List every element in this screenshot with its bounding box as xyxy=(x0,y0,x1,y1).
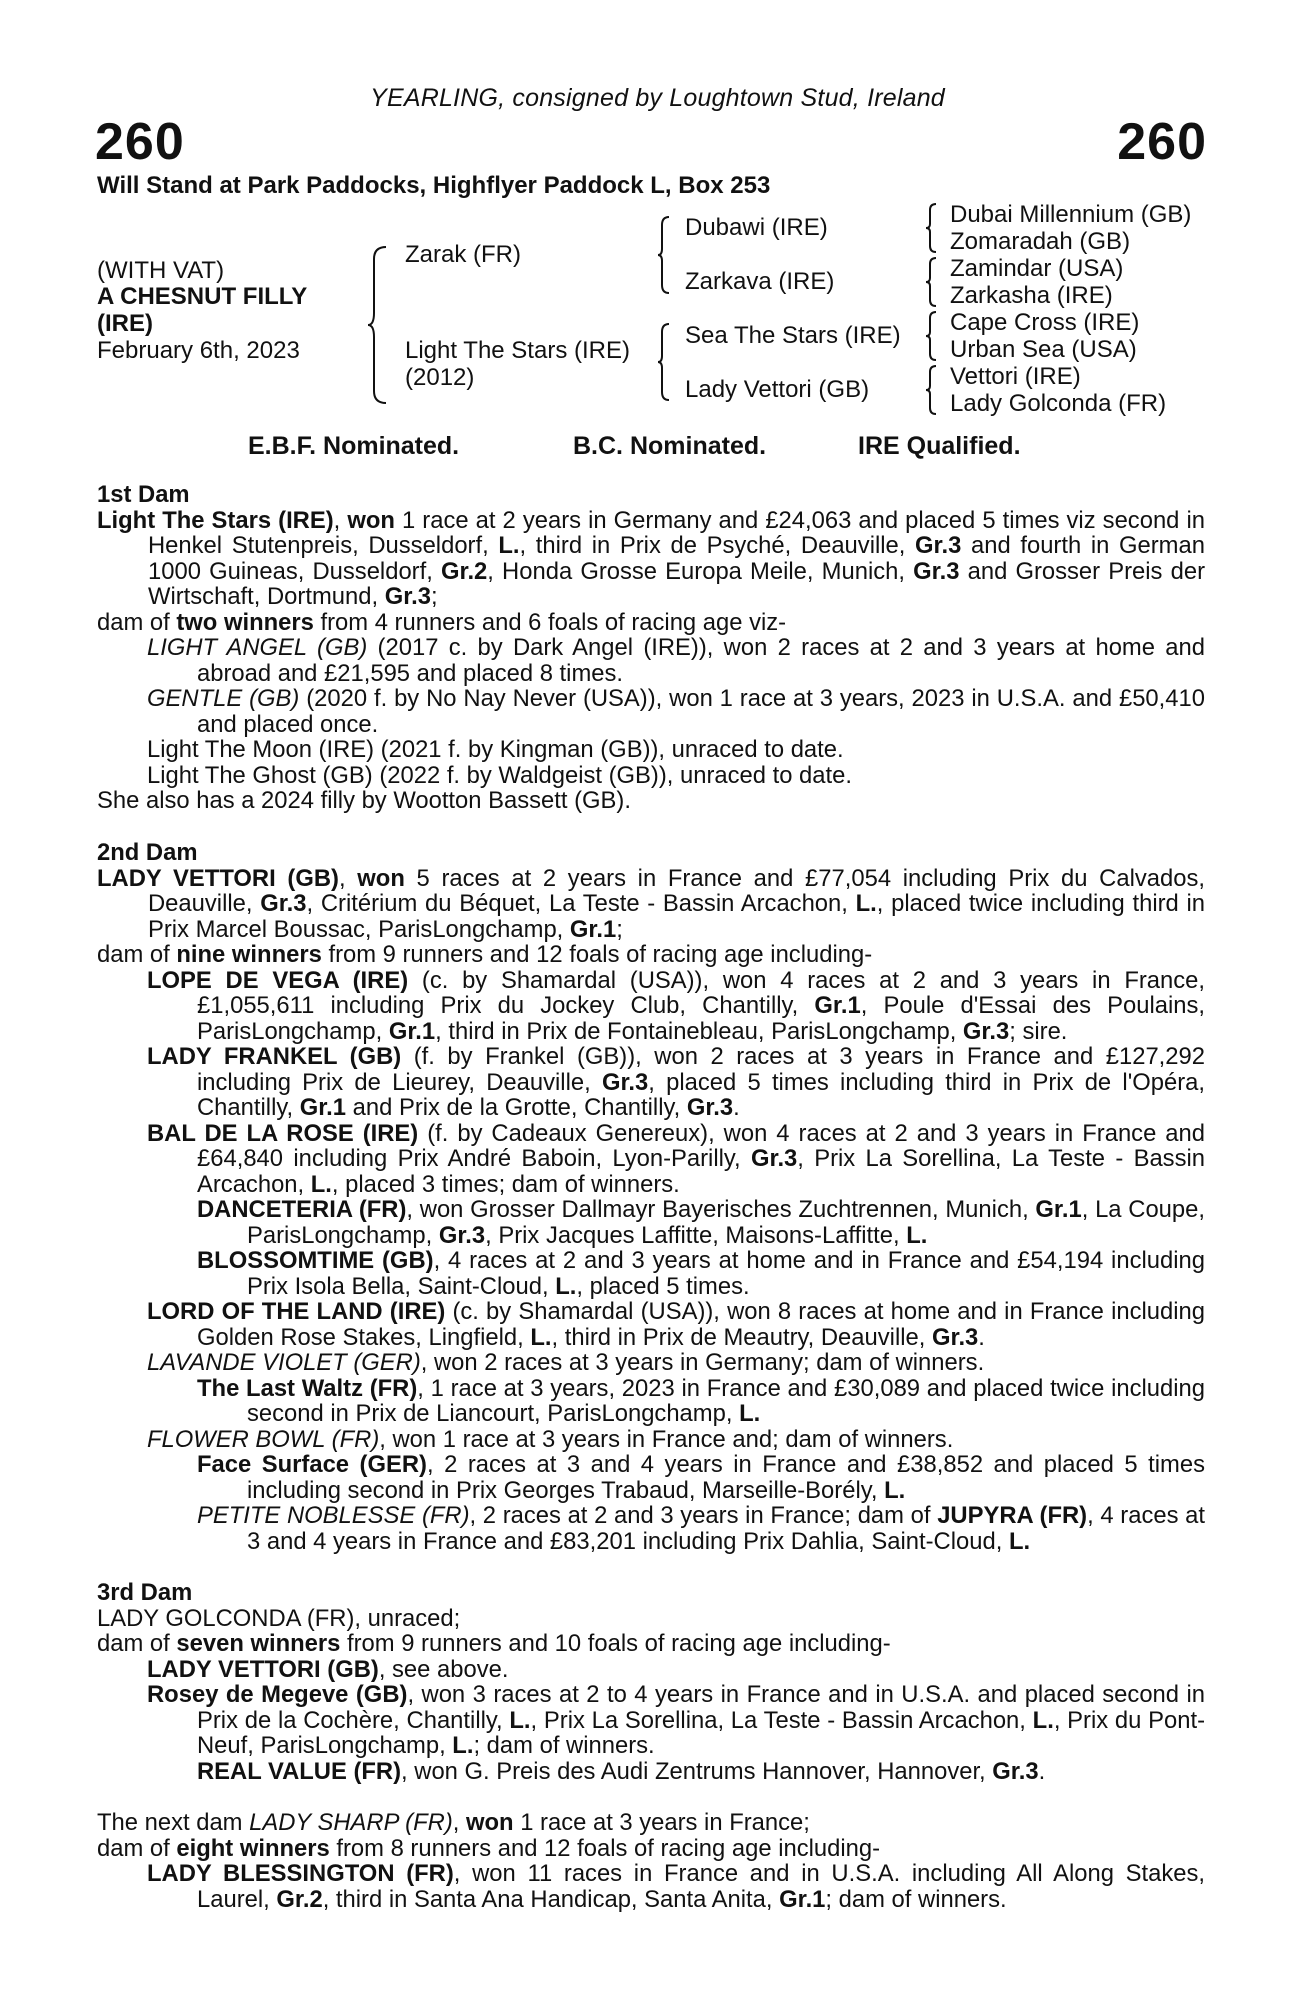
dam-year: (2012) xyxy=(405,364,475,391)
granddam-3: Urban Sea (USA) xyxy=(950,336,1137,363)
dam-dam: Lady Vettori (GB) xyxy=(685,376,870,403)
brace-g4 xyxy=(924,364,938,416)
produce-entry: LORD OF THE LAND (IRE) (c. by Shamardal (USA)), won 8 races at home and in France including Golden Rose Stakes, Lingfield, L., third in Prix de Meautry, Deauville, Gr.3. xyxy=(147,1298,1205,1351)
sire-dam: Zarkava (IRE) xyxy=(685,268,835,295)
vat-note: (WITH VAT) xyxy=(97,257,225,284)
bc-nomination: B.C. Nominated. xyxy=(573,432,767,460)
section-heading: 1st Dam xyxy=(97,481,190,508)
grandproduce-entry: BLOSSOMTIME (GB), 4 races at 2 and 3 years at home and in France and £54,194 including Prix Isola Bella, Saint-Cloud, L., placed 5 times. xyxy=(197,1247,1205,1300)
produce-entry: LIGHT ANGEL (GB) (2017 c. by Dark Angel (IRE)), won 2 races at 2 and 3 years at home and abroad and £21,595 and placed 8 times. xyxy=(147,634,1205,687)
produce-note: She also has a 2024 filly by Wootton Bassett (GB). xyxy=(97,787,631,814)
grandproduce-entry: REAL VALUE (FR), won G. Preis des Audi Zentrums Hannover, Hannover, Gr.3. xyxy=(197,1757,1046,1785)
brace-g2 xyxy=(924,256,938,308)
grandproduce-entry: PETITE NOBLESSE (FR), 2 races at 2 and 3 years in France; dam of JUPYRA (FR), 4 races at 3 and 4 years in France and £83,201 including Prix Dahlia, Saint-Cloud, L. xyxy=(197,1502,1205,1555)
section-heading: 2nd Dam xyxy=(97,839,198,866)
dam-record: LADY VETTORI (GB), won 5 races at 2 years in France and £77,054 including Prix du Calvados, Deauville, Gr.3, Critérium du Béquet, La Teste - Bassin Arcachon, L., placed twice including third in Prix Marcel Boussac, ParisLongchamp, Gr.1; xyxy=(97,864,1205,943)
produce-entry: GENTLE (GB) (2020 f. by No Nay Never (USA)), won 1 race at 3 years, 2023 in U.S.A. and £50,410 and placed once. xyxy=(147,685,1205,738)
produce-summary: dam of eight winners from 8 runners and 12 foals of racing age including- xyxy=(97,1834,881,1862)
produce-summary: dam of nine winners from 9 runners and 12 foals of racing age including- xyxy=(97,941,873,968)
foaling-date: February 6th, 2023 xyxy=(97,337,300,364)
produce-entry: LADY VETTORI (GB), see above. xyxy=(147,1655,509,1683)
next-dam-section xyxy=(97,1810,1205,1912)
horse-name-country: (IRE) xyxy=(97,310,153,337)
produce-entry: BAL DE LA ROSE (IRE) (f. by Cadeaux Genereux), won 4 races at 2 and 3 years in France and £64,840 including Prix André Baboin, Lyon-Parilly, Gr.3, Prix La Sorellina, La Teste - Bassin Arcachon, L., placed 3 times; dam of winners. xyxy=(147,1119,1206,1198)
lot-number-left: 260 xyxy=(95,113,185,171)
brace-sire xyxy=(656,215,672,295)
produce-entry: Rosey de Megeve (GB), won 3 races at 2 to 4 years in France and in U.S.A. and placed second in Prix de la Cochère, Chantilly, L., Prix La Sorellina, La Teste - Bassin Arcachon, L., Prix du Pont-Neuf, ParisLongchamp, L.; dam of winners. xyxy=(147,1681,1206,1759)
produce-entry: LADY BLESSINGTON (FR), won 11 races in France and in U.S.A. including All Along Stakes, Laurel, Gr.2, third in Santa Ana Handicap, Santa Anita, Gr.1; dam of winners. xyxy=(147,1860,1205,1913)
grandsire-4: Vettori (IRE) xyxy=(950,363,1081,390)
produce-summary: dam of two winners from 4 runners and 6 foals of racing age viz- xyxy=(97,608,787,636)
section-heading: 3rd Dam xyxy=(97,1579,193,1606)
granddam-1: Zomaradah (GB) xyxy=(950,228,1131,255)
stand-location: Will Stand at Park Paddocks, Highflyer Paddock L, Box 253 xyxy=(97,172,771,199)
first-dam-section xyxy=(97,482,1205,814)
ire-qualification: IRE Qualified. xyxy=(858,432,1021,460)
horse-name: A CHESNUT FILLY xyxy=(97,283,308,310)
dam-sire: Sea The Stars (IRE) xyxy=(685,322,901,349)
grandproduce-entry: Face Surface (GER), 2 races at 3 and 4 years in France and £38,852 and placed 5 times including second in Prix Georges Trabaud, Marseille-Borély, L. xyxy=(197,1451,1205,1504)
produce-summary: dam of seven winners from 9 runners and 10 foals of racing age including- xyxy=(97,1630,891,1657)
grandsire-3: Cape Cross (IRE) xyxy=(950,309,1140,336)
granddam-2: Zarkasha (IRE) xyxy=(950,282,1113,309)
grandsire-1: Dubai Millennium (GB) xyxy=(950,201,1192,228)
produce-entry: LAVANDE VIOLET (GER), won 2 races at 3 years in Germany; dam of winners. xyxy=(147,1349,985,1376)
dam: Light The Stars (IRE) xyxy=(405,337,630,364)
produce-entry: LADY FRANKEL (GB) (f. by Frankel (GB)), won 2 races at 3 years in France and £127,292 including Prix de Lieurey, Deauville, Gr.3, placed 5 times including third in Prix de l'Opéra, Chantilly, Gr.1 and Prix de la Grotte, Chantilly, Gr.3. xyxy=(147,1043,1205,1121)
sire: Zarak (FR) xyxy=(405,241,521,268)
grandproduce-entry: The Last Waltz (FR), 1 race at 3 years, 2023 in France and £30,089 and placed twice including second in Prix de Liancourt, ParisLongchamp, L. xyxy=(197,1374,1205,1427)
sire-sire: Dubawi (IRE) xyxy=(685,214,828,241)
brace-main xyxy=(366,245,390,405)
consignment-line: YEARLING, consigned by Loughtown Stud, Ireland xyxy=(370,84,945,112)
brace-dam xyxy=(656,322,672,402)
ebf-nomination: E.B.F. Nominated. xyxy=(248,432,460,460)
produce-entry: LOPE DE VEGA (IRE) (c. by Shamardal (USA)), won 4 races at 2 and 3 years in France, £1,055,611 including Prix du Jockey Club, Chantilly, Gr.1, Poule d'Essai des Poulains, ParisLongchamp, Gr.1, third in Prix de Fontainebleau, ParisLongchamp, Gr.3; sire. xyxy=(147,966,1205,1045)
produce-entry: Light The Moon (IRE) (2021 f. by Kingman (GB)), unraced to date. xyxy=(147,736,844,763)
second-dam-section xyxy=(97,840,1205,1554)
lot-number-right: 260 xyxy=(1117,113,1207,171)
third-dam-section xyxy=(97,1580,1205,1784)
granddam-4: Lady Golconda (FR) xyxy=(950,390,1167,417)
dam-record: LADY GOLCONDA (FR), unraced; xyxy=(97,1604,461,1632)
produce-entry: FLOWER BOWL (FR), won 1 race at 3 years in France and; dam of winners. xyxy=(147,1425,954,1453)
brace-g1 xyxy=(924,202,938,254)
dam-record: The next dam LADY SHARP (FR), won 1 race at 3 years in France; xyxy=(97,1809,810,1836)
dam-record: Light The Stars (IRE), won 1 race at 2 years in Germany and £24,063 and placed 5 times viz second in Henkel Stutenpreis, Dusseldorf, L., third in Prix de Psyché, Deauville, Gr.3 and fourth in German 1000 Guineas, Dusseldorf, Gr.2, Honda Grosse Europa Meile, Munich, Gr.3 and Grosser Preis der Wirtschaft, Dortmund, Gr.3; xyxy=(97,506,1205,610)
brace-g3 xyxy=(924,310,938,362)
grandsire-2: Zamindar (USA) xyxy=(950,255,1124,282)
produce-entry: Light The Ghost (GB) (2022 f. by Waldgeist (GB)), unraced to date. xyxy=(147,761,852,789)
grandproduce-entry: DANCETERIA (FR), won Grosser Dallmayr Bayerisches Zuchtrennen, Munich, Gr.1, La Coupe, ParisLongchamp, Gr.3, Prix Jacques Laffitte, Maisons-Laffitte, L. xyxy=(197,1196,1205,1249)
